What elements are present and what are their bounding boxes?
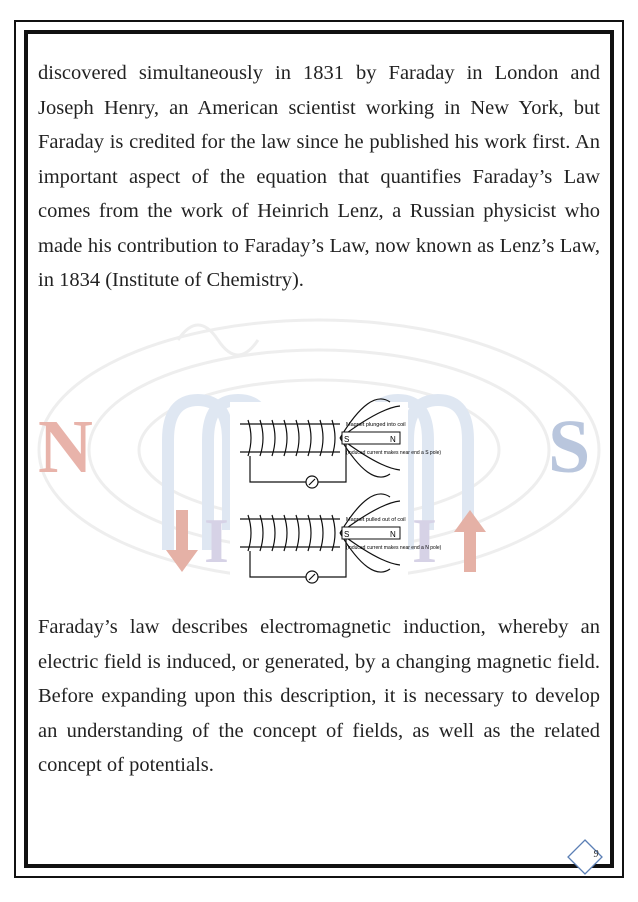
figure-top-magnet-label: Magnet plunged into coil xyxy=(346,422,406,428)
figure-bottom-pole-s: S xyxy=(344,530,350,539)
watermark-letter-s: S xyxy=(548,405,591,489)
watermark-letter-i-left: I xyxy=(204,505,229,576)
figure-top-current-label: (Induced current makes near end a S pole) xyxy=(346,450,442,456)
figure-top-pole-s: S xyxy=(344,435,350,444)
figure-bottom-current-label: (Induced current makes near end a N pole) xyxy=(346,545,442,551)
figure-top-pole-n: N xyxy=(390,435,396,444)
watermark-letter-n: N xyxy=(38,405,93,489)
paragraph-history: discovered simultaneously in 1831 by Faraday in London and Joseph Henry, an American scientist working in New York, but Faraday is credited for the law since he published his work first. An important aspect of the equation that quantifies Faraday’s Law comes from the work of Heinrich Lenz, a Russian physicist who made his contribution to Faraday’s Law, now known as Lenz’s Law, in 1834 (Institute of Chemistry). xyxy=(38,62,600,291)
induction-figure xyxy=(230,402,442,585)
watermark-letter-i-right: I xyxy=(412,505,437,576)
figure-bottom-magnet-label: Magnet pulled out of coil xyxy=(346,517,406,523)
paragraph-definition: Faraday’s law describes electromagnetic induction, whereby an electric field is induced, or generated, by a changing magnetic field. Before expanding upon this description, it is necessary to develop an understanding of the concept of fields, as well as the related concept of potentials. xyxy=(38,616,600,776)
figure-bottom-pole-n: N xyxy=(390,530,396,539)
page-number: 9 xyxy=(593,849,599,860)
